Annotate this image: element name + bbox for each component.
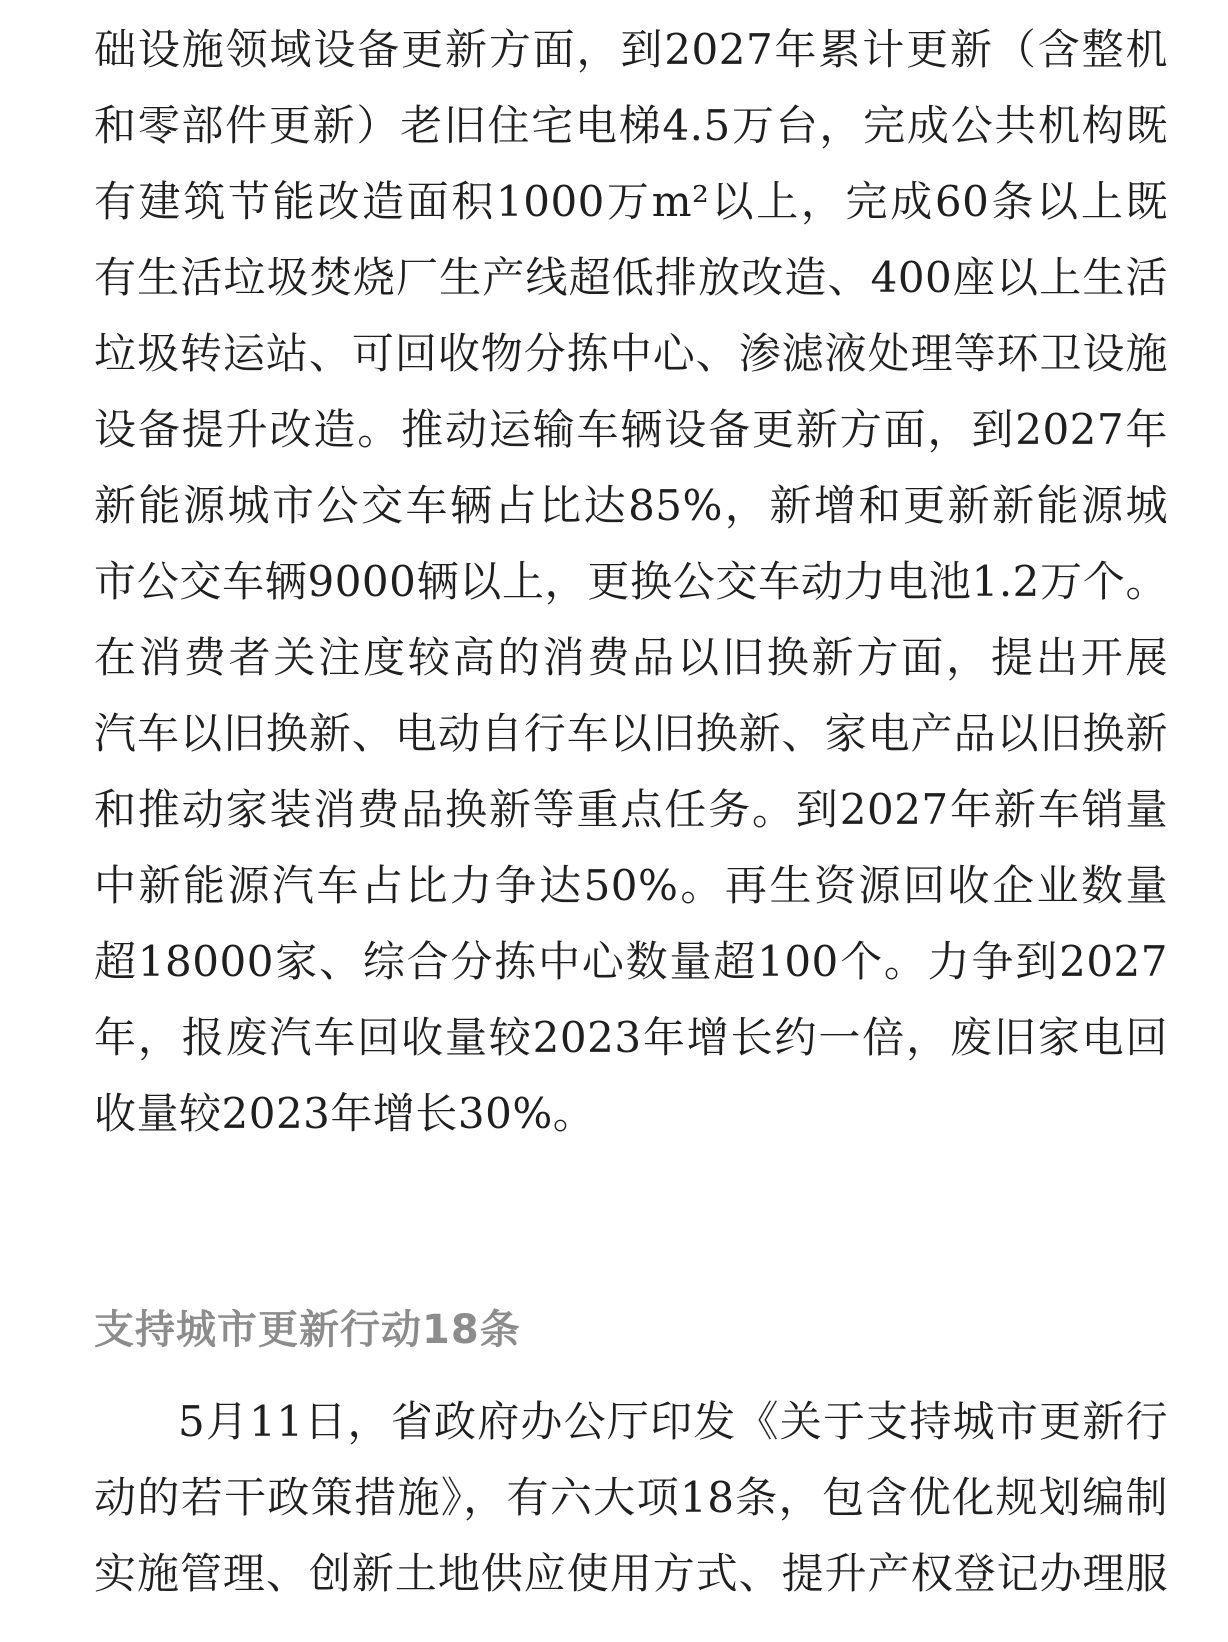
paragraph-line: 动的若干政策措施》，有六大项18条，包含优化规划编制 [94, 1473, 1168, 1522]
paragraph-line: 有生活垃圾焚烧厂生产线超低排放改造、400座以上生活 [94, 253, 1168, 302]
paragraph-line: 设备提升改造。推动运输车辆设备更新方面，到2027年 [94, 405, 1168, 454]
paragraph-line: 市公交车辆9000辆以上，更换公交车动力电池1.2万个。 [94, 557, 1168, 606]
paragraph-line: 础设施领域设备更新方面，到2027年累计更新（含整机 [94, 25, 1168, 74]
paragraph-line: 中新能源汽车占比力争达50%。再生资源回收企业数量 [94, 861, 1168, 910]
paragraph-line: 新能源城市公交车辆占比达85%，新增和更新新能源城 [94, 481, 1168, 530]
paragraph-line: 收量较2023年增长30%。 [94, 1089, 596, 1138]
paragraph-line: 实施管理、创新土地供应使用方式、提升产权登记办理服 [94, 1549, 1168, 1598]
paragraph-line: 和推动家装消费品换新等重点任务。到2027年新车销量 [94, 785, 1168, 834]
paragraph-line: 汽车以旧换新、电动自行车以旧换新、家电产品以旧换新 [94, 709, 1168, 758]
paragraph-line: 年，报废汽车回收量较2023年增长约一倍，废旧家电回 [94, 1013, 1168, 1062]
paragraph-line: 超18000家、综合分拣中心数量超100个。力争到2027 [94, 937, 1168, 986]
paragraph-line: 垃圾转运站、可回收物分拣中心、渗滤液处理等环卫设施 [94, 329, 1168, 378]
paragraph-line: 在消费者关注度较高的消费品以旧换新方面，提出开展 [94, 633, 1168, 682]
paragraph-line: 和零部件更新）老旧住宅电梯4.5万台，完成公共机构既 [94, 101, 1168, 150]
paragraph-line: 5月11日，省政府办公厅印发《关于支持城市更新行 [178, 1397, 1168, 1446]
paragraph-line: 有建筑节能改造面积1000万m²以上，完成60条以上既 [94, 177, 1168, 226]
section-heading: 支持城市更新行动18条 [94, 1307, 521, 1353]
